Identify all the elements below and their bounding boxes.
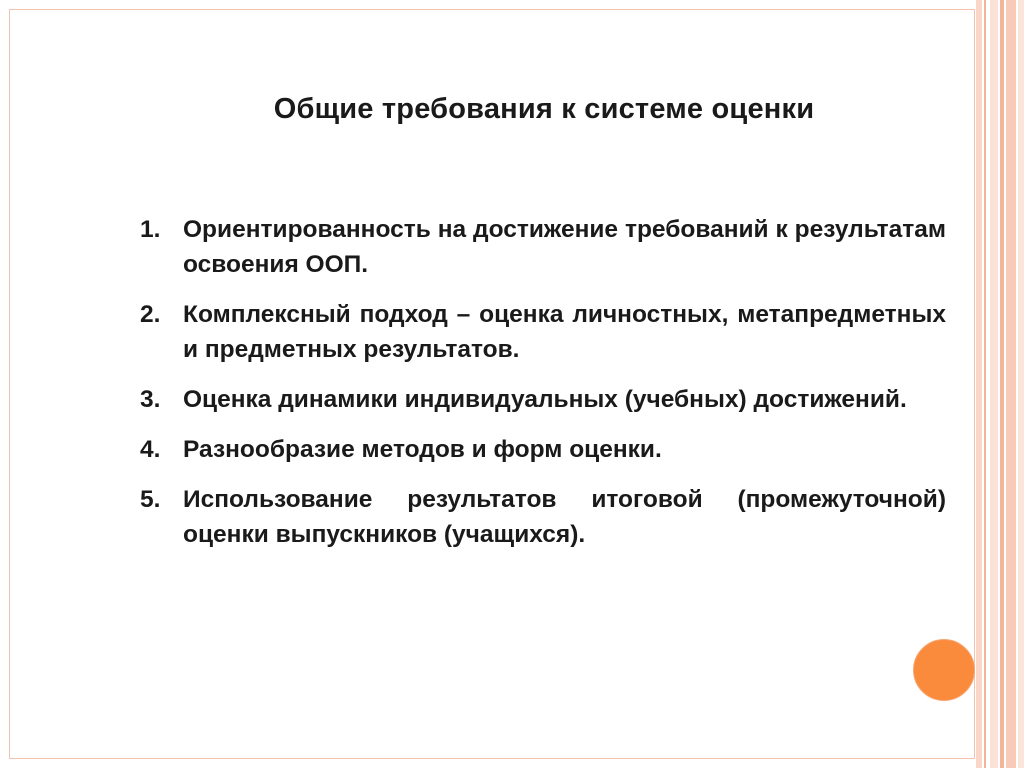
list-item-text: Оценка динамики индивидуальных (учебных) достижений. bbox=[183, 386, 907, 413]
list-item bbox=[140, 297, 946, 367]
list-item-text: Разнообразие методов и форм оценки. bbox=[183, 436, 662, 463]
list-item-number: 2. bbox=[140, 301, 161, 328]
list-item bbox=[140, 432, 946, 467]
list-item-text: Комплексный подход – оценка личностных, метапредметных и предметных результатов. bbox=[183, 301, 946, 363]
list-item bbox=[140, 482, 946, 552]
decorative-circle-icon bbox=[913, 639, 975, 701]
list-item-number: 5. bbox=[140, 486, 161, 513]
list-item-number: 4. bbox=[140, 436, 161, 463]
list-item bbox=[140, 382, 946, 417]
list-item-number: 3. bbox=[140, 386, 161, 413]
list-item-number: 1. bbox=[140, 216, 161, 243]
requirements-list bbox=[140, 212, 946, 567]
list-item bbox=[140, 212, 946, 282]
slide-title: Общие требования к системе оценки bbox=[273, 93, 815, 125]
list-item-text: Ориентированность на достижение требований к результатам освоения ООП. bbox=[183, 216, 946, 278]
list-item-text: Использование результатов итоговой (промежуточной) оценки выпускников (учащихся). bbox=[183, 486, 946, 548]
